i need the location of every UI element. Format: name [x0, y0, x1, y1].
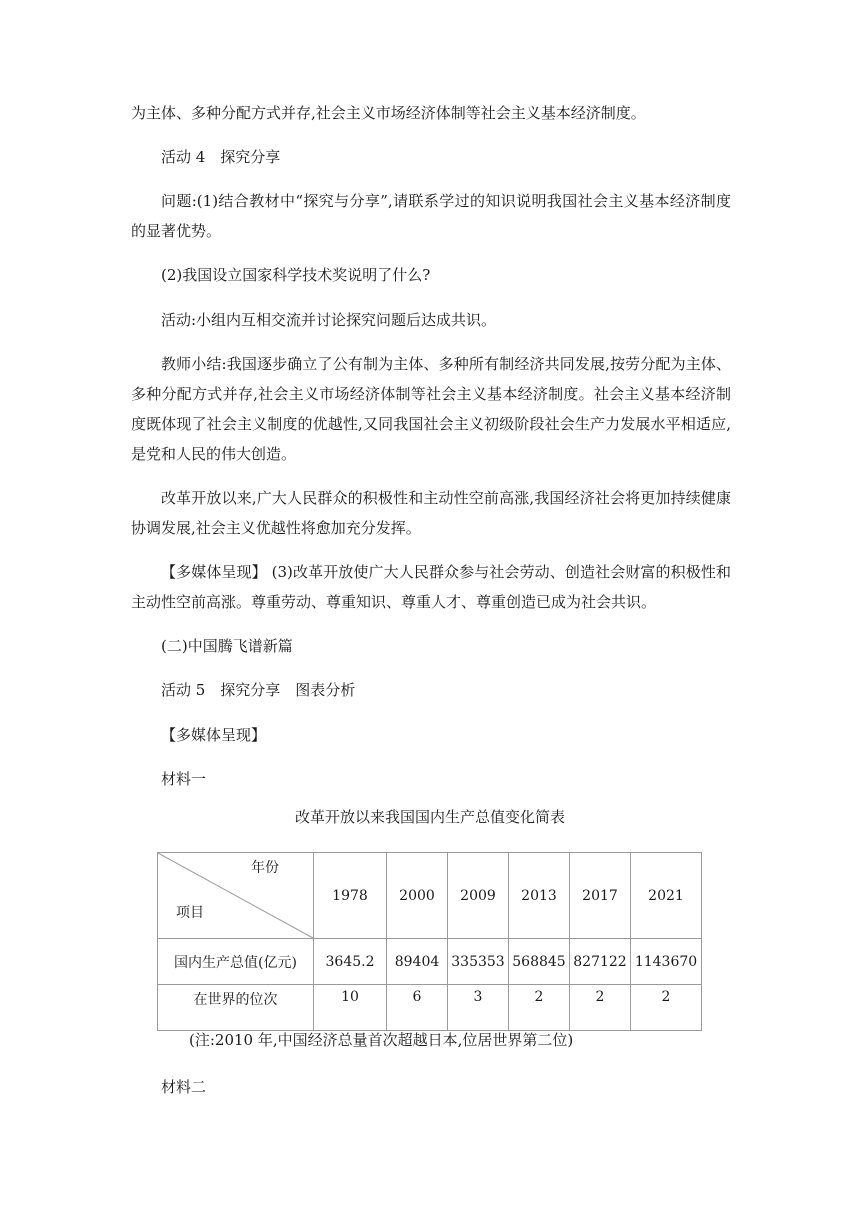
- multimedia-text: (3)改革开放使广大人民群众参与社会劳动、创造社会财富的积极性和主动性空前高涨。尊重劳动、尊重知识、尊重人才、尊重创造已成为社会共识。: [131, 563, 731, 611]
- year-cell: 2021: [631, 853, 702, 939]
- paragraph-continuation: 为主体、多种分配方式并存,社会主义市场经济体制等社会主义基本经济制度。: [131, 104, 646, 122]
- multimedia-tag-2: 【多媒体呈现】: [161, 726, 267, 744]
- value-cell: 1143670: [631, 939, 702, 985]
- value-cell: 335353: [448, 939, 509, 985]
- year-cell: 2017: [570, 853, 631, 939]
- value-cell: 2: [631, 985, 702, 1031]
- table-row: [158, 985, 702, 1031]
- value-cell: 3: [448, 985, 509, 1031]
- value-cell: 6: [387, 985, 448, 1031]
- activity-5-heading: 活动 5 探究分享 图表分析: [161, 681, 356, 699]
- corner-year-label: 年份: [251, 860, 279, 876]
- material-1-label: 材料一: [161, 770, 207, 788]
- value-cell: 568845: [509, 939, 570, 985]
- reform-paragraph: 改革开放以来,广大人民群众的积极性和主动性空前高涨,我国经济社会将更加持续健康协调发展,社会主义优越性将愈加充分发挥。: [131, 489, 731, 537]
- year-cell: 1978: [314, 853, 387, 939]
- table-note: (注:2010 年,中国经济总量首次超越日本,位居世界第二位): [189, 1031, 574, 1049]
- diagonal-line: [158, 853, 313, 938]
- question-1: 问题:(1)结合教材中“探究与分享”,请联系学过的知识说明我国社会主义基本经济制度的显著优势。: [131, 192, 731, 240]
- table-title: 改革开放以来我国国内生产总值变化简表: [294, 808, 565, 826]
- value-cell: 2: [570, 985, 631, 1031]
- material-2-label: 材料二: [161, 1078, 207, 1096]
- year-cell: 2000: [387, 853, 448, 939]
- corner-cell: [158, 853, 314, 939]
- multimedia-tag: 【多媒体呈现】: [161, 563, 267, 581]
- year-cell: 2009: [448, 853, 509, 939]
- multimedia-paragraph: [131, 557, 731, 617]
- row-label: 国内生产总值(亿元): [158, 939, 314, 985]
- year-cell: 2013: [509, 853, 570, 939]
- value-cell: 3645.2: [314, 939, 387, 985]
- section-heading-2: (二)中国腾飞谱新篇: [161, 637, 293, 655]
- question-2: (2)我国设立国家科学技术奖说明了什么?: [161, 266, 431, 284]
- value-cell: 10: [314, 985, 387, 1031]
- value-cell: 827122: [570, 939, 631, 985]
- table-row: [158, 939, 702, 985]
- activity-discussion: 活动:小组内互相交流并讨论探究问题后达成共识。: [161, 311, 497, 329]
- row-label: 在世界的位次: [158, 985, 314, 1031]
- table-header-row: [158, 853, 702, 939]
- value-cell: 89404: [387, 939, 448, 985]
- value-cell: 2: [509, 985, 570, 1031]
- gdp-table: [157, 852, 702, 1031]
- activity-4-heading: 活动 4 探究分享: [161, 148, 281, 166]
- teacher-summary: 教师小结:我国逐步确立了公有制为主体、多种所有制经济共同发展,按劳分配为主体、多种分配方式并存,社会主义市场经济体制等社会主义基本经济制度。社会主义基本经济制度既体现了社会主义制度的优越性,又同我国社会主义初级阶段社会生产力发展水平相适应,是党和人民的伟大创造。: [131, 355, 731, 463]
- corner-item-label: 项目: [176, 905, 204, 921]
